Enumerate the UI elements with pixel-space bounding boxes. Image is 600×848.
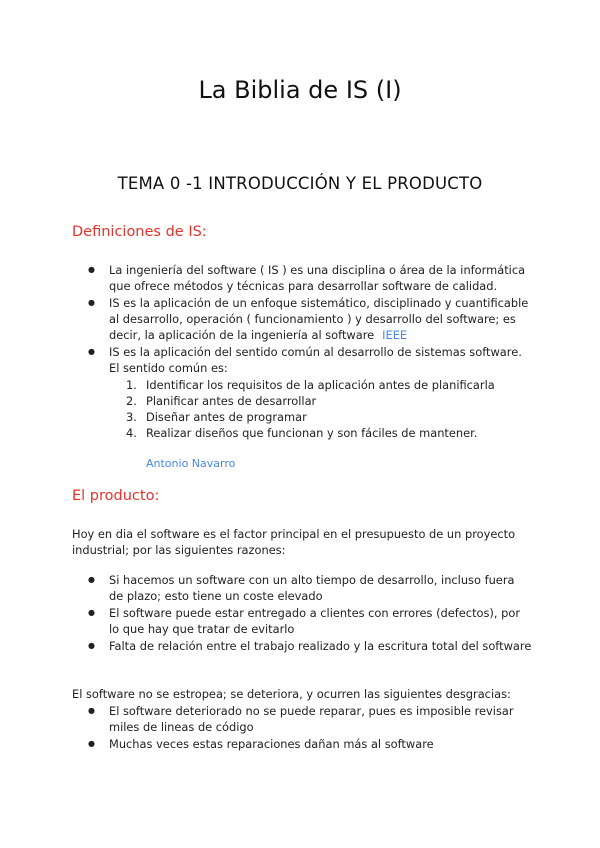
list-item: [72, 638, 532, 654]
definition-text: IS es la aplicación de un enfoque sistemático, disciplinado y cuantificable al desarrollo, operación ( funcionamiento ) y desarrollo del software; es decir, la aplicación de la ingeniería al software: [109, 296, 529, 342]
step-text: Realizar diseños que funcionan y son fáciles de mantener.: [146, 426, 478, 440]
list-item: [72, 703, 532, 735]
step-number: 2.: [126, 394, 137, 408]
definition-text: IS es la aplicación del sentido común al desarrollo de sistemas software. El sentido común es:: [109, 345, 522, 375]
step-text: Diseñar antes de programar: [146, 410, 307, 424]
steps-list: [109, 377, 532, 441]
list-item: [72, 295, 532, 343]
step-number: 3.: [126, 410, 137, 424]
step-item: [109, 393, 532, 409]
definitions-heading: Definiciones de IS:: [72, 224, 207, 240]
definition-text: La ingeniería del software ( IS ) es una disciplina o área de la informática que ofrece métodos y técnicas para desarrollar software de calidad.: [109, 263, 526, 293]
definitions-list: [72, 262, 532, 442]
ieee-link[interactable]: IEEE: [382, 328, 408, 342]
list-item: [72, 572, 532, 604]
misfortune-text: Muchas veces estas reparaciones dañan más al software: [109, 737, 434, 751]
topic-title: TEMA 0 -1 INTRODUCCIÓN Y EL PRODUCTO: [117, 174, 483, 193]
reason-text: El software puede estar entregado a clientes con errores (defectos), por lo que hay que tratar de evitarlo: [109, 606, 521, 636]
misfortunes-list: [72, 703, 532, 753]
wear-intro: El software no se estropea; se deteriora, y ocurren las siguientes desgracias:: [72, 687, 511, 701]
step-item: [109, 425, 532, 441]
step-text: Planificar antes de desarrollar: [146, 394, 317, 408]
list-item: [72, 605, 532, 637]
step-number: 4.: [126, 426, 137, 440]
list-item: [72, 736, 532, 752]
misfortune-text: El software deteriorado no se puede reparar, pues es imposible revisar miles de lineas de código: [109, 704, 514, 734]
reason-text: Si hacemos un software con un alto tiempo de desarrollo, incluso fuera de plazo; esto tiene un coste elevado: [109, 573, 515, 603]
product-heading: El producto:: [72, 488, 160, 504]
list-item: [72, 344, 532, 441]
reason-text: Falta de relación entre el trabajo realizado y la escritura total del software: [109, 639, 532, 653]
reasons-list: [72, 572, 532, 655]
step-item: [109, 377, 532, 393]
page-title: La Biblia de IS (I): [198, 76, 402, 104]
step-text: Identificar los requisitos de la aplicación antes de planificarla: [146, 378, 495, 392]
author-link[interactable]: Antonio Navarro: [146, 457, 236, 470]
step-number: 1.: [126, 378, 137, 392]
step-item: [109, 409, 532, 425]
list-item: [72, 262, 532, 294]
product-intro: Hoy en dia el software es el factor principal en el presupuesto de un proyecto industrial; por las siguientes razones:: [72, 527, 516, 557]
